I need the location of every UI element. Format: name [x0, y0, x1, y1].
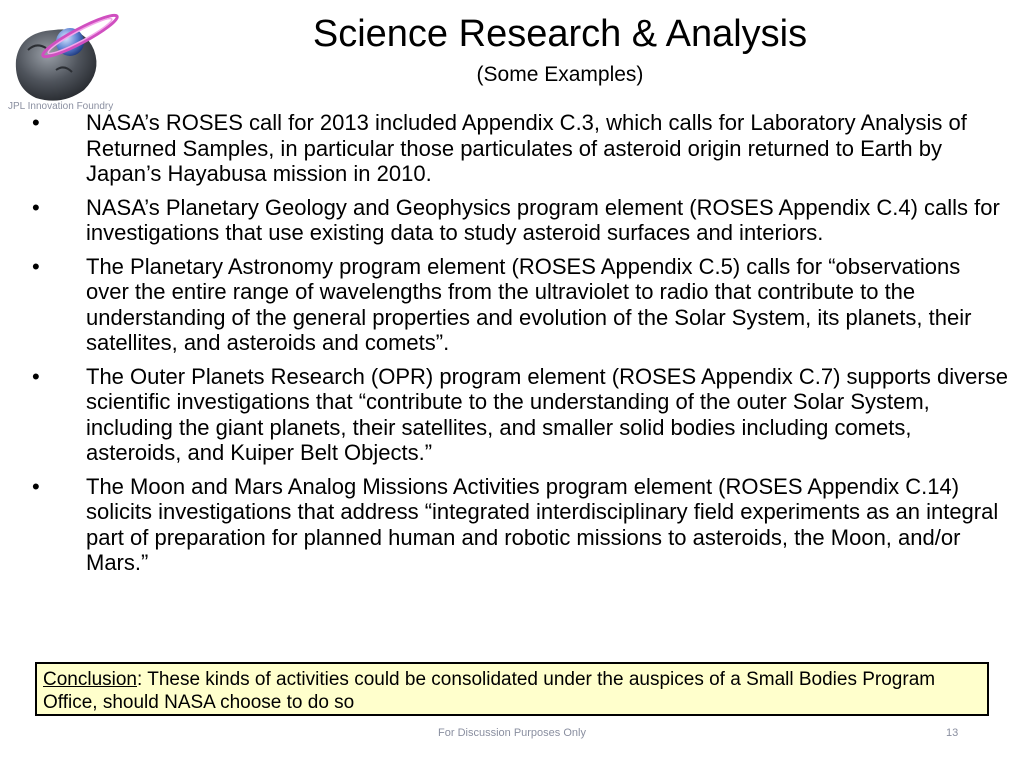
bullet-item — [28, 254, 1008, 356]
bullet-item — [28, 364, 1008, 466]
slide-title: Science Research & Analysis — [312, 13, 808, 55]
bullet-text: The Moon and Mars Analog Missions Activities program element (ROSES Appendix C.14) solicits investigations that address “integrated interdisciplinary field experiments as an integral part of preparation for planned human and robotic missions to asteroids, the Moon, and/or Mars.” — [86, 473, 999, 575]
bullet-item — [28, 474, 1008, 576]
bullet-text: NASA’s ROSES call for 2013 included Appendix C.3, which calls for Laboratory Analysis of Returned Samples, in particular those particulates of asteroid origin returned to Earth by Japan’s Hayabusa mission in 2010. — [86, 110, 967, 186]
conclusion-text: : These kinds of activities could be consolidated under the auspices of a Small Bodies Program Office, should NASA choose to do so — [43, 669, 936, 713]
bullet-icon: • — [32, 194, 40, 220]
slide-subtitle: (Some Examples) — [476, 63, 644, 86]
bullet-item — [28, 110, 1008, 187]
logo-caption: JPL Innovation Foundry — [8, 101, 114, 112]
bullet-text: The Outer Planets Research (OPR) program element (ROSES Appendix C.7) supports diverse scientific investigations that “contribute to the understanding of the outer Solar System, including the giant planets, their satellites, and smaller solid bodies including comets, asteroids, and Kuiper Belt Objects.” — [86, 363, 1008, 465]
page-number: 13 — [946, 727, 959, 739]
bullet-icon: • — [32, 363, 40, 389]
bullet-list — [28, 110, 1008, 584]
bullet-text: The Planetary Astronomy program element (ROSES Appendix C.5) calls for “observations over the entire range of wavelengths from the ultraviolet to radio that contribute to the understanding of the general properties and evolution of the Solar System, its planets, their satellites, and asteroids and comets”. — [86, 253, 972, 355]
bullet-item — [28, 195, 1008, 246]
bullet-icon: • — [32, 253, 40, 279]
conclusion-box — [35, 662, 989, 716]
bullet-icon: • — [32, 473, 40, 499]
conclusion-label: Conclusion — [43, 669, 137, 690]
bullet-icon: • — [32, 110, 40, 135]
footer-disclaimer: For Discussion Purposes Only — [438, 727, 586, 739]
bullet-text: NASA’s Planetary Geology and Geophysics program element (ROSES Appendix C.4) calls for investigations that use existing data to study asteroid surfaces and interiors. — [86, 194, 1000, 245]
